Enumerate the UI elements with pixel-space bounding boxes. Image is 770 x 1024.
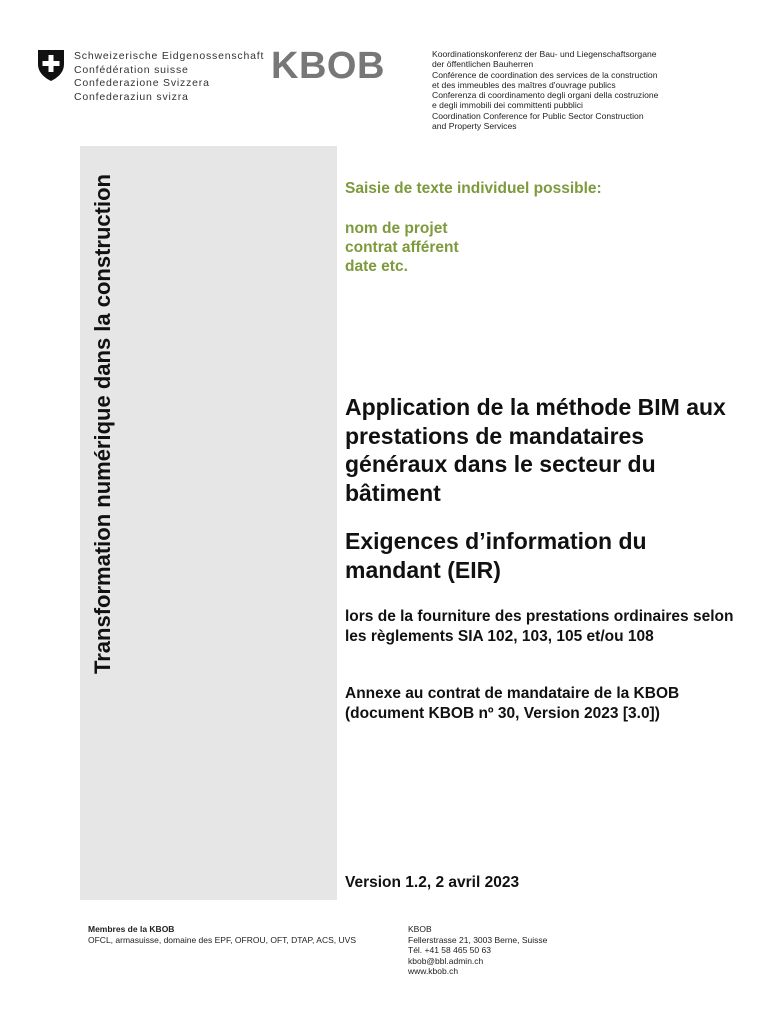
kbob-description-line: Conférence de coordination des services de la construction bbox=[432, 69, 658, 80]
confederation-names bbox=[74, 50, 264, 104]
hint-item: nom de projet bbox=[345, 220, 448, 237]
vertical-title bbox=[79, 148, 127, 700]
footer-contact-address: Fellerstrasse 21, 3003 Berne, Suisse bbox=[408, 934, 548, 945]
text-entry-hint-list bbox=[345, 219, 459, 276]
kbob-description-line: and Property Services bbox=[432, 121, 517, 132]
footer-contact-email: kbob@bbl.admin.ch bbox=[408, 955, 484, 966]
kbob-description-line: et des immeubles des maîtres d'ouvrage publics bbox=[432, 79, 616, 90]
kbob-description-line: Conferenza di coordinamento degli organi della costruzione bbox=[432, 90, 659, 101]
document-annex-note: Annexe au contrat de mandataire de la KBOB (document KBOB nº 30, Version 2023 [3.0]) bbox=[345, 685, 680, 722]
footer-members bbox=[88, 924, 356, 945]
confederation-name-rm: Confederaziun svizra bbox=[74, 90, 189, 103]
swiss-coat-of-arms-icon bbox=[36, 48, 66, 82]
confederation-name-de: Schweizerische Eidgenossenschaft bbox=[74, 50, 265, 62]
text-entry-hint-heading: Saisie de texte individuel possible: bbox=[345, 180, 602, 197]
footer-contact-line: KBOB bbox=[408, 924, 432, 934]
footer-members-list: OFCL, armasuisse, domaine des EPF, OFROU, OFT, DTAP, ACS, UVS bbox=[88, 934, 356, 945]
kbob-description bbox=[432, 49, 658, 131]
document-subtitle: Exigences d’information du mandant (EIR) bbox=[345, 528, 647, 583]
footer-contact bbox=[408, 924, 547, 977]
document-version: Version 1.2, 2 avril 2023 bbox=[345, 874, 520, 891]
confederation-name-fr: Confédération suisse bbox=[74, 63, 189, 76]
footer-members-label: Membres de la KBOB bbox=[88, 924, 175, 934]
kbob-logo: KBOB bbox=[271, 45, 385, 87]
kbob-description-line: der öffentlichen Bauherren bbox=[432, 59, 534, 70]
kbob-description-line: Coordination Conference for Public Sector Construction bbox=[432, 110, 644, 121]
footer-contact-website: www.kbob.ch bbox=[408, 966, 459, 976]
document-scope: lors de la fourniture des prestations ordinaires selon les règlements SIA 102, 103, 105 et/ou 108 bbox=[345, 608, 734, 645]
vertical-title-text: Transformation numérique dans la construction bbox=[90, 174, 115, 674]
hint-item: date etc. bbox=[345, 258, 408, 275]
document-title: Application de la méthode BIM aux prestations de mandataires généraux dans le secteur du bâtiment bbox=[345, 394, 726, 506]
hint-item: contrat afférent bbox=[345, 239, 459, 256]
footer-contact-phone: Tél. +41 58 465 50 63 bbox=[408, 945, 491, 955]
kbob-description-line: e degli immobili dei committenti pubblici bbox=[432, 100, 583, 111]
kbob-description-line: Koordinationskonferenz der Bau- und Liegenschaftsorgane bbox=[432, 49, 657, 59]
confederation-name-it: Confederazione Svizzera bbox=[74, 77, 210, 89]
